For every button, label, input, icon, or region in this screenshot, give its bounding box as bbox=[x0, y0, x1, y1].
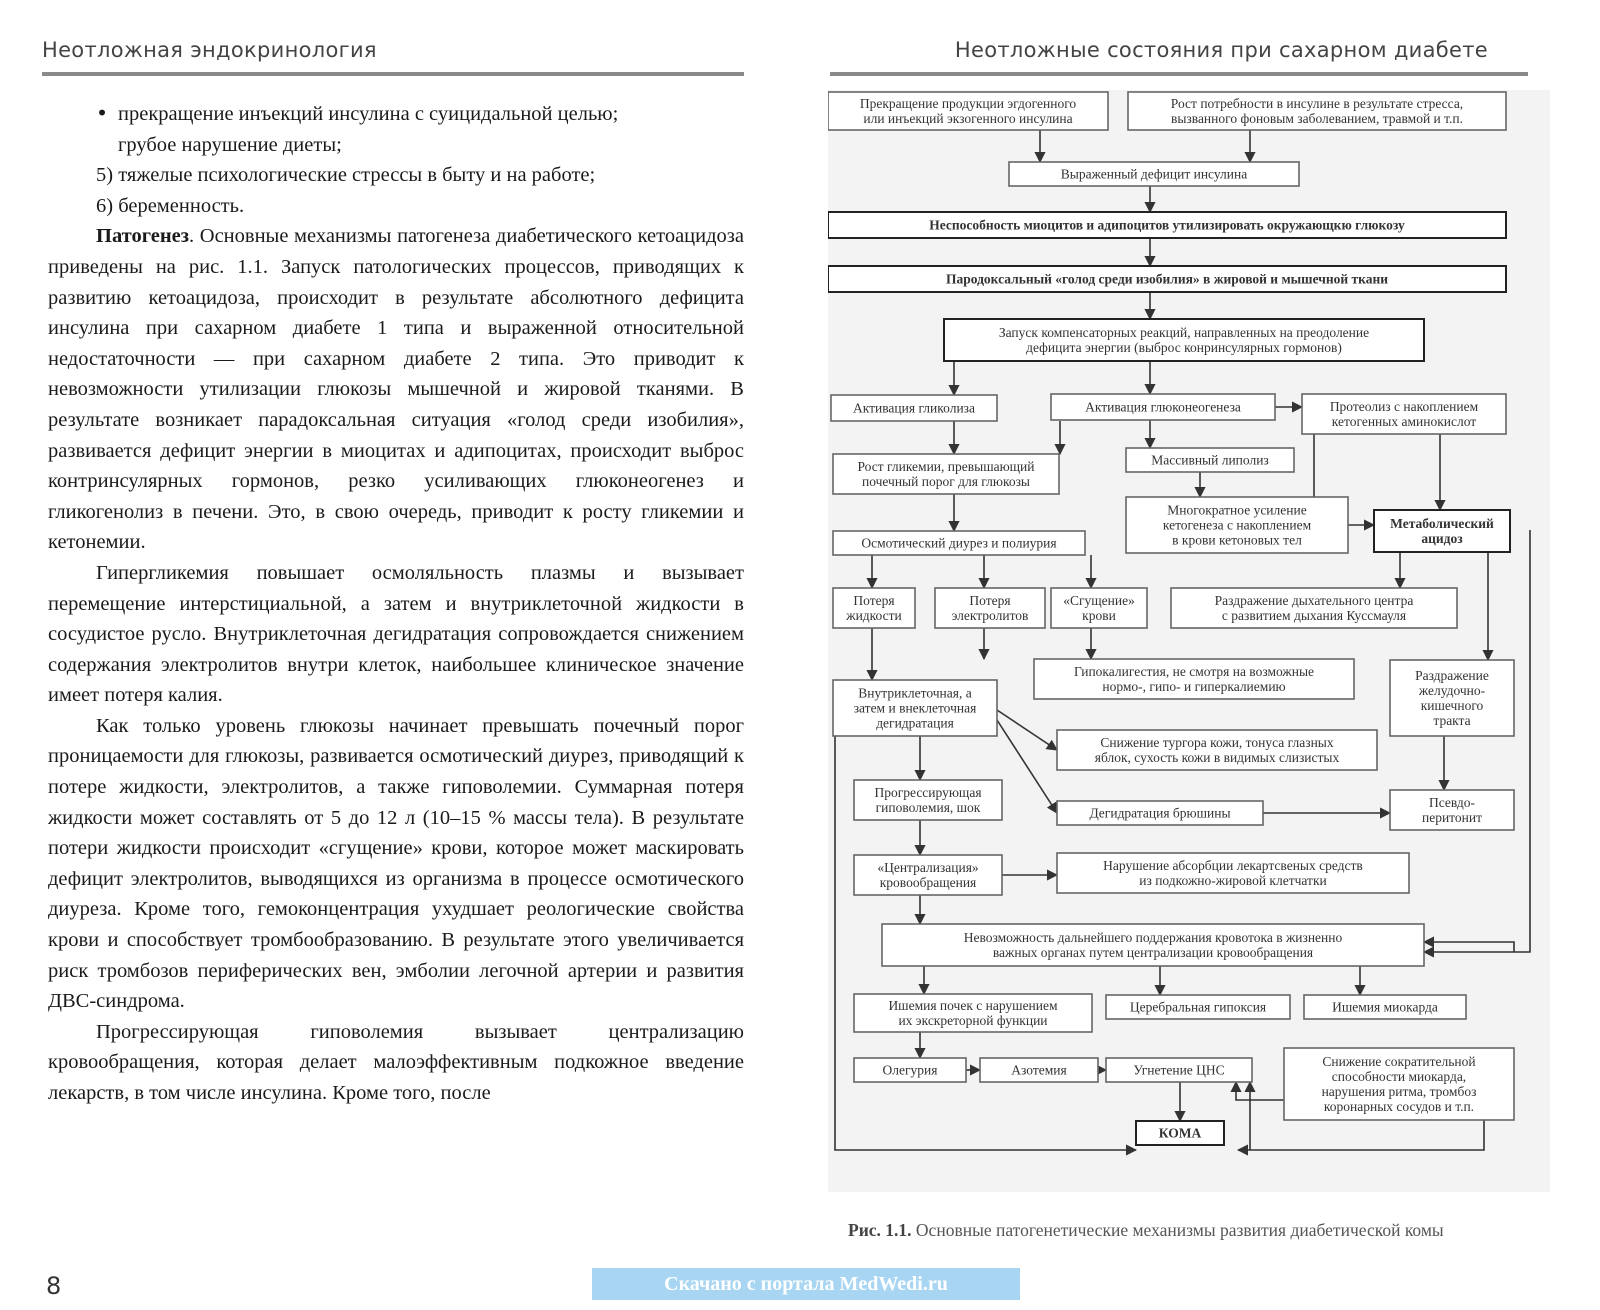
flowchart-box-b5 bbox=[828, 266, 1506, 292]
flowchart-box-text: в крови кетоновых тел bbox=[1172, 532, 1302, 548]
flowchart-box-text: Угнетение ЦНС bbox=[1133, 1062, 1225, 1078]
flowchart-box-text: Активация глюконеогенеза bbox=[1085, 399, 1241, 415]
bullet-icon: • bbox=[96, 101, 109, 125]
flowchart-box-b8 bbox=[1051, 394, 1275, 420]
flowchart-box-b25 bbox=[1390, 790, 1514, 830]
flowchart-box-b17 bbox=[1051, 588, 1147, 628]
flowchart-box-b2 bbox=[1128, 92, 1506, 130]
flowchart-box-text: нормо-, гипо- и гиперкалиемию bbox=[1102, 679, 1286, 694]
flowchart-box-text: яблок, сухость кожи в видимых слизистых bbox=[1094, 750, 1340, 765]
flowchart-box-text: гиповолемия, шок bbox=[875, 800, 981, 815]
flowchart-box-text: Олегурия bbox=[882, 1062, 938, 1078]
flowchart-box-text: кишечного bbox=[1420, 698, 1484, 713]
pathogenesis-flowchart bbox=[828, 90, 1550, 1192]
flowchart-box-text: нарушения ритма, тромбоз bbox=[1321, 1084, 1477, 1099]
flowchart-box-text: Прогрессирующая bbox=[874, 785, 982, 800]
flowchart-connector bbox=[1424, 942, 1514, 952]
flowchart-box-b10 bbox=[833, 454, 1059, 494]
paragraph-pathogenesis bbox=[48, 221, 744, 558]
flowchart-box-text: Неспособность миоцитов и адипоцитов утилизировать окружающкю глюкозу bbox=[929, 217, 1405, 233]
flowchart-box-b16 bbox=[935, 588, 1045, 628]
flowchart-box-text: Метаболический bbox=[1390, 516, 1494, 531]
flowchart-box-text: Потеря bbox=[969, 593, 1011, 608]
flowchart-box-text: из подкожно-жировой клетчатки bbox=[1139, 873, 1327, 888]
flowchart-arrow bbox=[997, 710, 1057, 750]
flowchart-box-text: Многократное усиление bbox=[1167, 502, 1307, 518]
flowchart-box-b31 bbox=[1304, 995, 1466, 1019]
flowchart-box-b36 bbox=[1136, 1121, 1224, 1145]
flowchart-box-b26 bbox=[854, 855, 1002, 895]
list-item: 5) тяжелые психологические стрессы в быту и на работе; bbox=[96, 164, 596, 187]
figure-label: Рис. 1.1. bbox=[848, 1220, 912, 1240]
flowchart-boxes bbox=[828, 92, 1514, 1145]
flowchart-box-b14 bbox=[833, 531, 1085, 555]
running-header-right: Неотложные состояния при сахарном диабете bbox=[954, 38, 1488, 62]
flowchart-box-b20 bbox=[1390, 660, 1514, 736]
flowchart-box-text: Ишемия миокарда bbox=[1332, 999, 1438, 1015]
flowchart-box-text: желудочно- bbox=[1418, 683, 1486, 698]
flowchart-box-text: «Централизация» bbox=[877, 860, 979, 875]
flowchart-box-b12 bbox=[1126, 497, 1348, 553]
flowchart-box-text: кровообращения bbox=[879, 875, 977, 890]
flowchart-box-b22 bbox=[1057, 730, 1377, 770]
flowchart-box-text: Псевдо- bbox=[1428, 795, 1476, 810]
flowchart-box-b35 bbox=[1106, 1058, 1252, 1082]
flowchart-box-text: электролитов bbox=[951, 608, 1029, 623]
running-header-left: Неотложная эндокринология bbox=[42, 38, 377, 62]
flowchart-box-b34 bbox=[980, 1058, 1098, 1082]
flowchart-box-text: кетогенеза с накоплением bbox=[1162, 517, 1312, 533]
flowchart-box-b13 bbox=[1374, 510, 1510, 552]
flowchart-arrow bbox=[997, 720, 1057, 813]
flowchart-box-text: Внутриклеточная, а bbox=[858, 685, 972, 701]
flowchart-box-text: коронарных сосудов и т.п. bbox=[1323, 1099, 1475, 1114]
flowchart-box-text: кетогенных аминокислот bbox=[1331, 414, 1477, 429]
list-item: • прекращение инъекций инсулина с суицидальной целью; bbox=[48, 98, 744, 130]
flowchart-box-text: важных органах путем централизации кровообращения bbox=[992, 945, 1314, 960]
flowchart-box-b19 bbox=[1034, 659, 1354, 699]
flowchart-box-text: Гипокалигестия, не смотря на возможные bbox=[1073, 664, 1315, 679]
flowchart-box-text: Запуск компенсаторных реакций, направленных на преодоление bbox=[998, 325, 1370, 340]
flowchart-box-text: КОМА bbox=[1158, 1125, 1202, 1141]
flowchart-box-text: Ишемия почек с нарушением bbox=[888, 998, 1058, 1013]
flowchart-box-text: жидкости bbox=[846, 608, 902, 623]
flowchart-box-text: Снижение сократительной bbox=[1322, 1054, 1476, 1069]
flowchart-box-b33 bbox=[854, 1058, 966, 1082]
flowchart-box-b15 bbox=[833, 588, 915, 628]
flowchart-connector bbox=[1238, 1120, 1484, 1150]
flowchart-box-b1 bbox=[828, 92, 1108, 130]
flowchart-box-text: тракта bbox=[1433, 713, 1471, 728]
flowchart-box-text: крови bbox=[1082, 608, 1116, 623]
flowchart-box-b29 bbox=[854, 994, 1092, 1032]
flowchart-box-text: Дегидратация брюшины bbox=[1089, 805, 1231, 821]
caption-text: Основные патогенетические механизмы развития диабетической комы bbox=[911, 1220, 1444, 1240]
flowchart-box-b30 bbox=[1106, 995, 1290, 1019]
flowchart-box-text: способности миокарда, bbox=[1331, 1069, 1467, 1084]
paragraph: Гипергликемия повышает осмоляльность плазмы и вызывает перемещение интерстициальной, а затем и внутриклеточной жидкости в сосудистое русло. Внутриклеточная дегидратация сопровождается снижением содержания электролитов внутри клеток, наибольшее клиническое значение имеет потеря калия. bbox=[48, 561, 744, 707]
paragraph: Как только уровень глюкозы начинает превышать почечный порог проницаемости для глюкозы, развивается осмотический диурез, приводящий к потере жидкости, электролитов, а также гиповолемии. Суммарная потеря жидкости может составлять от 5 до 12 л (10–15 % массы тела). В результате потери жидкости происходит «сгущение» крови, которое может маскировать дефицит электролитов, выводящихся из организма в процессе осмотического диуреза. Кроме того, гемоконцентрация ухудшает реологические свойства крови и способствует тромбообразованию. В результате этого увеличивается риск тромбозов периферических вен, эмболии легочной артерии и развития ДВС-синдрома. bbox=[48, 714, 744, 1013]
flowchart-box-text: Азотемия bbox=[1011, 1062, 1067, 1078]
flowchart-box-b24 bbox=[1057, 801, 1263, 825]
flowchart-box-text: Пародоксальный «голод среди изобилия» в жировой и мышечной ткани bbox=[945, 271, 1389, 287]
pathogenesis-text: . Основные механизмы патогенеза диабетического кетоацидоза приведены на рис. 1.1. Запуск патологических процессов, приводящих к развитию кетоацидоза, происходит в результате абсолютного дефицита инсулина при сахарном диабете 1 типа и выраженной относительной недостаточности — при сахарном диабете 2 типа. Это приводит к невозможности утилизации глюкозы мышечной и жировой тканями. В результате возникает парадоксальная ситуация «голод среди изобилия», развивается дефицит энергии в миоцитах и адипоцитах, происходит выброс контринсулярных гормонов, резко усиливающих глюконеогенез и гликогенолиз в печени. Это, в свою очередь, приводит к росту гликемии и кетонемии. bbox=[48, 225, 744, 554]
flowchart-box-text: перитонит bbox=[1421, 810, 1483, 825]
flowchart-box-b18 bbox=[1171, 588, 1457, 628]
flowchart-box-text: Раздражение bbox=[1415, 668, 1489, 683]
flowchart-box-text: Осмотический диурез и полиурия bbox=[861, 535, 1057, 551]
flowchart-box-text: их экскреторной функции bbox=[898, 1013, 1048, 1028]
flowchart-box-text: Протеолиз с накоплением bbox=[1329, 399, 1479, 414]
flowchart-box-text: Потеря bbox=[853, 593, 895, 608]
flowchart-box-text: дегидратация bbox=[876, 715, 954, 731]
flowchart-box-b27 bbox=[1057, 853, 1409, 893]
paragraph: Прогрессирующая гиповолемия вызывает централизацию кровообращения, которая делает малоэффективным подкожное введение лекарств, в том числе инсулина. Кроме того, после bbox=[48, 1020, 744, 1104]
list-item: 6) беременность. bbox=[96, 194, 245, 217]
flowchart-box-b4 bbox=[828, 212, 1506, 238]
flowchart-box-b23 bbox=[854, 780, 1002, 820]
flowchart-box-text: Церебральная гипоксия bbox=[1129, 999, 1267, 1015]
flowchart-box-text: почечный порог для глюкозы bbox=[861, 474, 1031, 489]
flowchart-box-text: с развитием дыхания Куссмауля bbox=[1221, 608, 1407, 623]
flowchart-box-b21 bbox=[833, 680, 997, 736]
flowchart-box-b11 bbox=[1126, 448, 1294, 472]
flowchart-box-text: Выраженный дефицит инсулина bbox=[1060, 166, 1248, 182]
flowchart-box-b6 bbox=[944, 319, 1424, 361]
header-rule-left bbox=[42, 72, 744, 76]
flowchart-box-text: Раздражение дыхательного центра bbox=[1214, 593, 1414, 608]
list-item: грубое нарушение диеты; bbox=[118, 133, 342, 156]
left-page-text bbox=[48, 98, 744, 1109]
flowchart-box-text: затем и внеклеточная bbox=[853, 700, 977, 716]
flowchart-box-text: вызванного фоновым заболеванием, травмой и т.п. bbox=[1170, 111, 1464, 126]
flowchart-box-text: или инъекций экзогенного инсулина bbox=[863, 111, 1073, 126]
flowchart-box-text: Нарушение абсорбции лекартсвеных средств bbox=[1103, 858, 1363, 873]
flowchart-box-b7 bbox=[831, 395, 997, 421]
flowchart-box-text: дефицита энергии (выброс конринсулярных гормонов) bbox=[1026, 340, 1342, 355]
flowchart-box-text: Прекращение продукции эгдогенного bbox=[859, 96, 1077, 111]
flowchart-box-text: «Сгущение» bbox=[1063, 593, 1135, 608]
figure-caption bbox=[848, 1220, 1548, 1240]
flowchart-box-text: Рост потребности в инсулине в результате стресса, bbox=[1170, 96, 1464, 111]
flowchart-box-b3 bbox=[1009, 162, 1299, 186]
flowchart-box-text: Невозможность дальнейшего поддержания кровотока в жизненно bbox=[963, 930, 1343, 945]
flowchart-connector bbox=[1236, 1082, 1284, 1100]
flowchart-box-b9 bbox=[1302, 394, 1506, 434]
header-rule-right bbox=[830, 72, 1528, 76]
flowchart-box-b28 bbox=[882, 924, 1424, 966]
pathogenesis-label: Патогенез bbox=[96, 225, 190, 248]
download-watermark: Скачано с портала MedWedi.ru bbox=[592, 1268, 1020, 1300]
flowchart-box-text: ацидоз bbox=[1421, 531, 1463, 546]
flowchart-box-text: Снижение тургора кожи, тонуса глазных bbox=[1100, 735, 1334, 750]
page-number: 8 bbox=[46, 1272, 62, 1300]
flowchart-box-b32 bbox=[1284, 1048, 1514, 1120]
flowchart-box-text: Активация гликолиза bbox=[852, 400, 976, 416]
flowchart-box-text: Массивный липолиз bbox=[1151, 452, 1269, 468]
flowchart-box-text: Рост гликемии, превышающий bbox=[857, 459, 1035, 474]
